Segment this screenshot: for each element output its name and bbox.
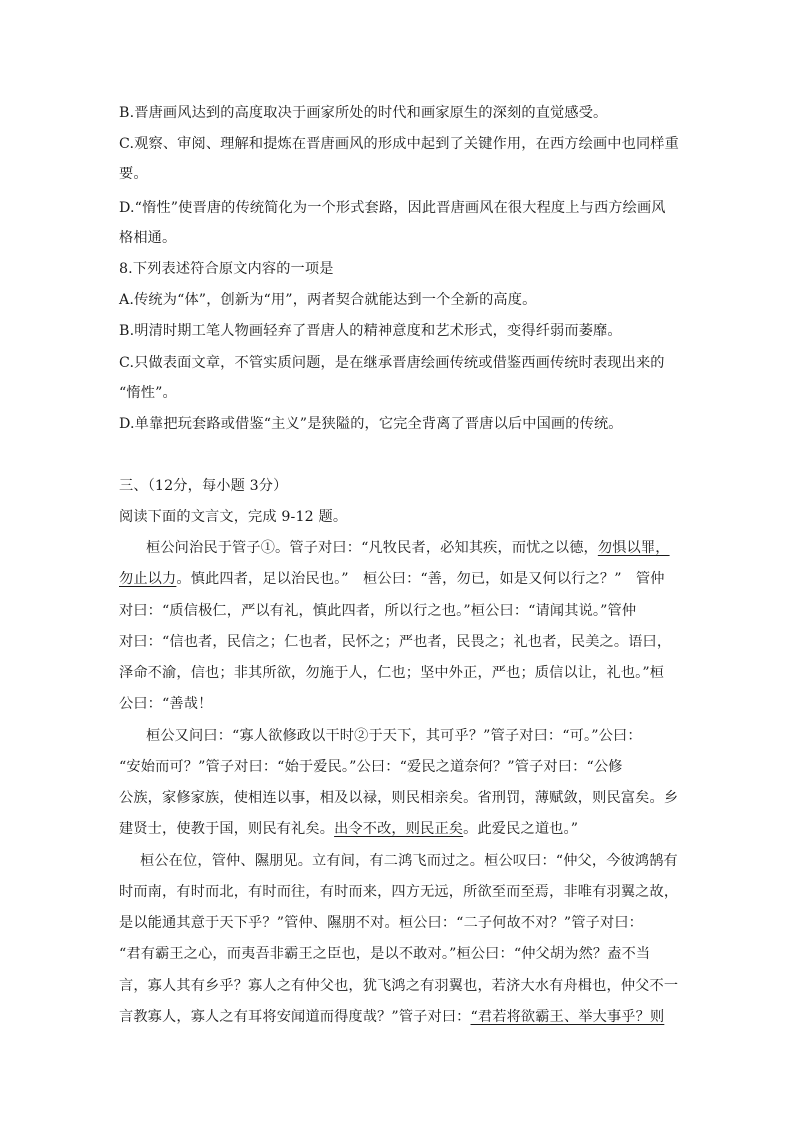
q8-option-c-line2: “惰性”。: [119, 385, 177, 401]
passage-p3-line6: [119, 1007, 679, 1027]
q8-stem: 8.下列表述符合原文内容的一项是: [119, 261, 334, 277]
passage-p3-line3: 是以能通其意于天下乎？”管仲、隰朋不对。桓公曰：“二子何故不对？”管子对曰：: [119, 915, 644, 931]
passage-text: 桓公问治民于管子①。管子对曰：“凡牧民者，必知其疾，而忧之以德，: [146, 540, 598, 556]
passage-p1-line5: 泽命不渝，信也；非其所欲，勿施于人，仁也；坚中外正，严也；质信以让，礼也。”桓: [119, 665, 665, 681]
q7-option-b: B.晋唐画风达到的高度取决于画家所处的时代和画家原生的深刻的直觉感受。: [119, 105, 608, 121]
passage-text: 言教寡人，寡人之有耳将安闻道而得度哉？”管子对曰：: [119, 1009, 471, 1025]
passage-p1-line1: [146, 538, 706, 558]
q8-option-c-line1: C.只做表面文章，不管实质问题，是在继承晋唐绘画传统或借鉴西画传统时表现出来的: [119, 355, 665, 371]
passage-p2-line4: [119, 819, 679, 839]
passage-text: 建贤士，使教于国，则民有礼矣。: [119, 821, 335, 837]
passage-p2-line2: “安始而可？”管子对曰：“始于爱民。”公曰：“爱民之道奈何？”管子对曰：“公修: [119, 759, 623, 775]
passage-p1-line2: [119, 569, 679, 589]
passage-p3-line2: 时而南，有时而北，有时而往，有时而来，四方无远，所欲至而至焉，非唯有羽翼之故，: [119, 884, 679, 900]
underlined-sentence: 出令不改，则民正矣: [334, 821, 464, 837]
passage-p3-line4: “君有霸王之心，而夷吾非霸王之臣也，是以不敢对。”桓公曰：“仲父胡为然？盍不当: [119, 946, 651, 962]
q8-option-d: D.单靠把玩套路或借鉴“主义”是狭隘的，它完全背离了晋唐以后中国画的传统。: [119, 416, 623, 432]
section-heading: 三、（12分，每小题 3分）: [119, 478, 288, 494]
passage-p2-line1: 桓公又问曰：“寡人欲修政以干时②于天下，其可乎？”管子对曰：“可。”公曰：: [146, 728, 642, 744]
passage-text: 。慎此四者，足以治民也。” 桓公曰：“善，勿已，如是又何以行之？” 管仲: [176, 571, 665, 587]
passage-text: 。此爱民之道也。”: [463, 821, 579, 837]
q8-option-a: A.传统为“体”，创新为“用”，两者契合就能达到一个全新的高度。: [119, 292, 537, 308]
passage-p1-line4: 对曰：“信也者，民信之；仁也者，民怀之；严也者，民畏之；礼也者，民美之。语曰，: [119, 634, 672, 650]
section-instruction: 阅读下面的文言文，完成 9-12 题。: [119, 509, 348, 525]
passage-p3-line1: 桓公在位，管仲、隰朋见。立有间，有二鸿飞而过之。桓公叹曰：“仲父，今彼鸿鹄有: [140, 853, 678, 869]
passage-p2-line3: 公族，家修家族，使相连以事，相及以禄，则民相亲矣。省刑罚，薄赋敛，则民富矣。乡: [119, 790, 679, 806]
underlined-sentence: “君若将欲霸王、举大事乎？则: [470, 1009, 665, 1025]
q7-option-c-line2: 要。: [119, 166, 148, 182]
q7-option-c-line1: C.观察、审阅、理解和提炼在晋唐画风的形成中起到了关键作用，在西方绘画中也同样重: [119, 136, 679, 152]
passage-p3-line5: 言，寡人其有乡乎？寡人之有仲父也，犹飞鸿之有羽翼也，若济大水有舟楫也，仲父不一: [119, 978, 679, 994]
underlined-sentence: 勿惧以罪，: [597, 540, 670, 556]
underlined-sentence: 勿止以力: [119, 571, 177, 587]
q7-option-d-line2: 格相通。: [119, 230, 177, 246]
q8-option-b: B.明清时期工笔人物画轻弃了晋唐人的精神意度和艺术形式，变得纤弱而萎靡。: [119, 323, 622, 339]
q7-option-d-line1: D.“惰性”使晋唐的传统简化为一个形式套路，因此晋唐画风在很大程度上与西方绘画风: [119, 200, 666, 216]
passage-p1-line6: 公曰：“善哉！: [119, 696, 213, 712]
passage-p1-line3: 对曰：“质信极仁，严以有礼，慎此四者，所以行之也。”桓公曰：“请闻其说。”管仲: [119, 603, 637, 619]
